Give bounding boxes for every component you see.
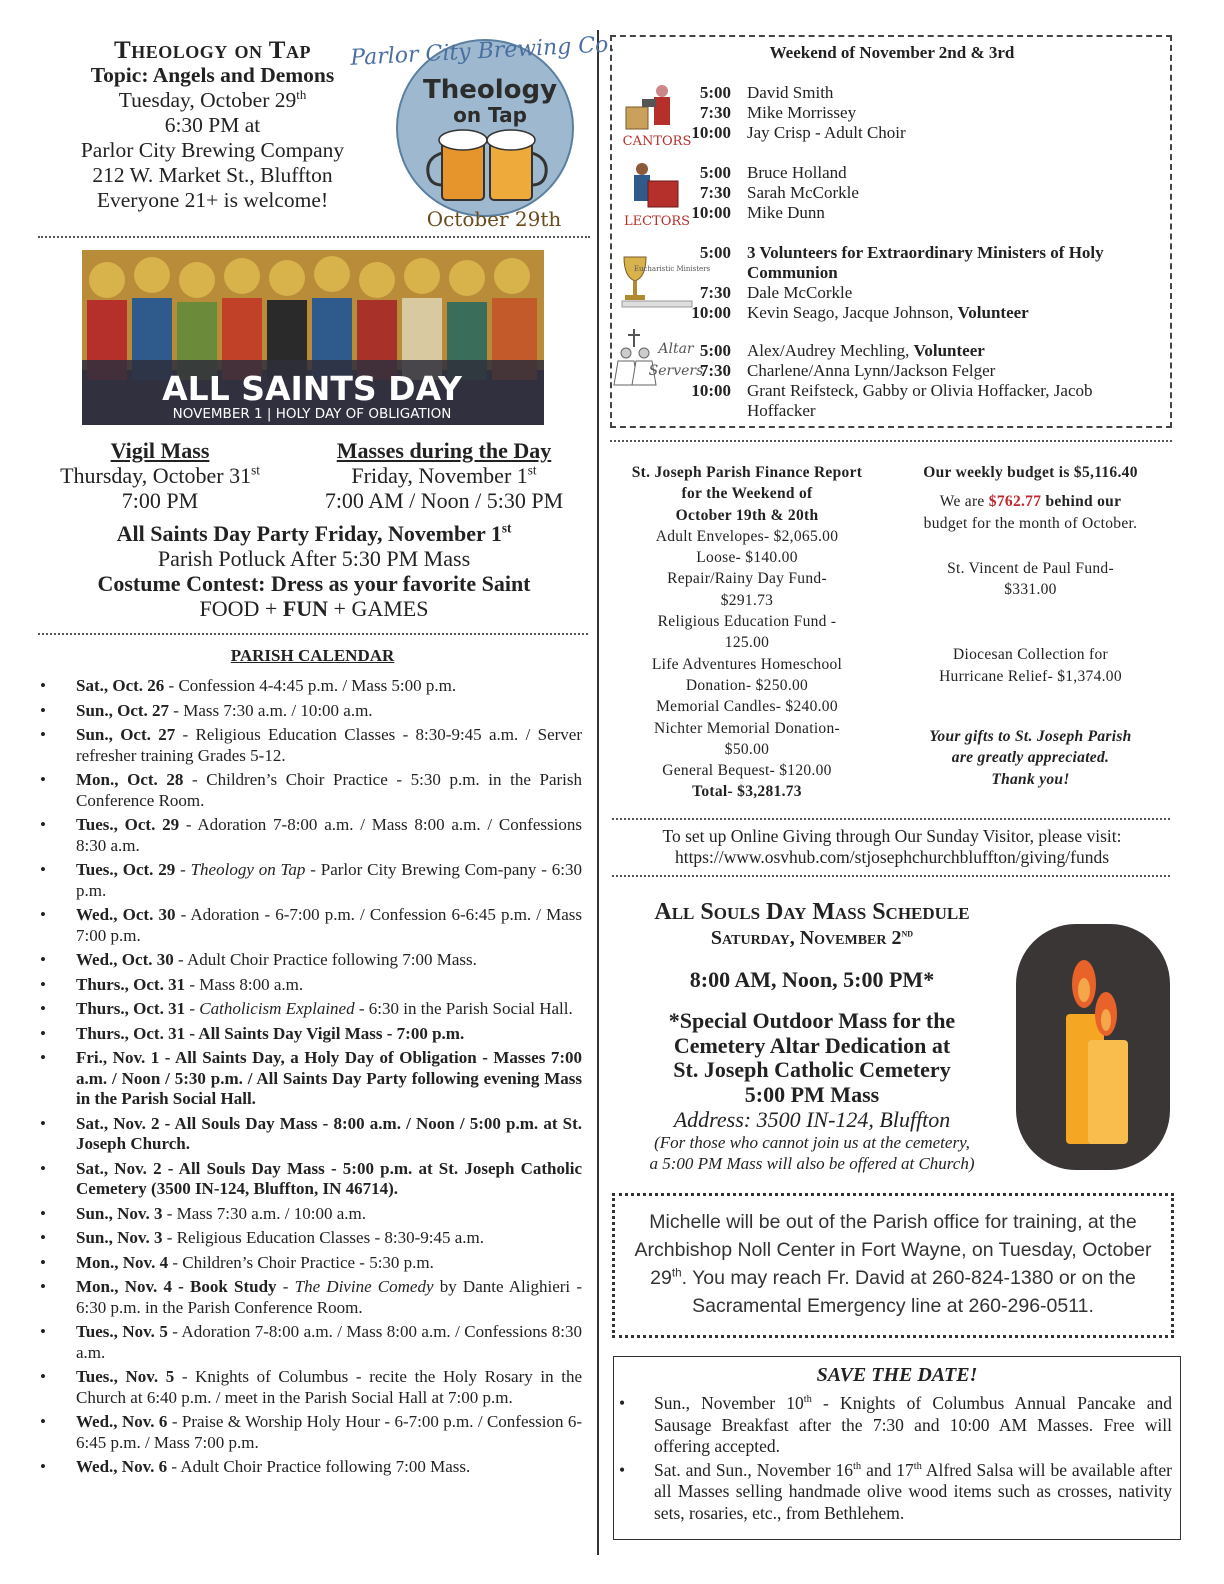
- logo-line1: Theology: [422, 75, 558, 105]
- calendar-item-text: - Adoration 7-8:00 a.m. / Mass 8:00 a.m. / Confessions 8:30 a.m.: [76, 815, 582, 855]
- finance-report: [612, 462, 882, 803]
- bullet: •: [40, 770, 46, 789]
- calendar-item-text: - Confession 4-4:45 p.m. / Mass 5:00 p.m.: [164, 676, 457, 695]
- diocesan-amount: Hurricane Relief- $1,374.00: [939, 667, 1122, 685]
- souls-title: All Souls Day Mass Schedule: [654, 899, 970, 925]
- finance-title-1: St. Joseph Parish Finance Report: [631, 464, 863, 481]
- list-item: • Sun., November 10th - Knights of Columbus Annual Pancake and Sausage Breakfast after the 7:30 and 10:00 AM Masses. Free will offering accepted.: [619, 1393, 1172, 1456]
- calendar-item: [40, 676, 582, 697]
- calendar-item-text: -: [185, 999, 200, 1018]
- bullet: •: [40, 725, 46, 744]
- parish-calendar-title: PARISH CALENDAR: [230, 646, 395, 665]
- online-giving: [612, 826, 1172, 868]
- budget-info: [893, 462, 1168, 790]
- diocesan-collection: Diocesan Collection for: [953, 646, 1108, 664]
- divider: [38, 236, 590, 238]
- servers-list: 5:00 Alex/Audrey Mechling, Volunteer 7:30 Charlene/Anna Lynn/Jackson Felger 10:00 Grant Reifsteck, Gabby or Olivia Hoffacker, Jacob Hoffacker: [691, 341, 1093, 420]
- souls-times: 8:00 AM, Noon, 5:00 PM*: [689, 967, 935, 992]
- calendar-item: [40, 860, 582, 901]
- save-the-date-list: [614, 1393, 1172, 1526]
- bullet: •: [40, 1412, 46, 1431]
- bullet: •: [40, 1158, 46, 1178]
- column-divider: [597, 30, 599, 1555]
- finance-line: $291.73: [720, 591, 774, 609]
- finance-line: Donation- $250.00: [685, 676, 809, 694]
- calendar-item-text: - Mass 8:00 a.m.: [185, 974, 304, 994]
- divider: [610, 440, 1172, 442]
- theology-address: 212 W. Market St., Bluffton: [92, 163, 333, 187]
- finance-line: Loose- $140.00: [696, 549, 798, 567]
- online-giving-url[interactable]: https://www.osvhub.com/stjosephchurchbluffton/giving/funds: [674, 847, 1110, 867]
- bullet: •: [40, 860, 46, 879]
- theology-venue: Parlor City Brewing Company: [80, 138, 345, 162]
- calendar-item-text: - Adoration 7-8:00 a.m. / Mass 8:00 a.m. / Confessions 8:30 a.m.: [76, 1322, 582, 1362]
- calendar-item-text: - Adult Choir Practice following 7:00 Mass.: [167, 1457, 471, 1476]
- party-food: FOOD + FUN + GAMES: [199, 596, 429, 621]
- calendar-item-text: - Adoration - 6-7:00 p.m. / Confession 6-6:45 p.m. / Mass 7:00 p.m.: [76, 905, 582, 945]
- calendar-item-date: Mon., Oct. 28: [76, 770, 184, 789]
- divider: [38, 633, 588, 635]
- parish-calendar-list: [40, 676, 582, 1482]
- finance-line: Religious Education Fund -: [657, 613, 837, 631]
- calendar-item-date: Tues., Oct. 29: [76, 815, 180, 834]
- bullet: •: [40, 1023, 46, 1043]
- calendar-item-date: Thurs., Oct. 31 - All Saints Day Vigil Mass - 7:00 p.m.: [76, 1023, 465, 1043]
- calendar-item-text: - 6:30 in the Parish Social Hall.: [354, 999, 573, 1018]
- calendar-item-text: - Children’s Choir Practice - 5:30 p.m.: [168, 1252, 434, 1272]
- finance-line: Life Adventures Homeschool: [651, 655, 843, 673]
- party-potluck: Parish Potluck After 5:30 PM Mass: [157, 546, 471, 571]
- calendar-item: [40, 1277, 582, 1318]
- ministers-title: Weekend of November 2nd & 3rd: [769, 43, 1015, 62]
- calendar-item-date: Sat., Nov. 2 - All Souls Day Mass - 5:00 p.m. at St. Joseph Catholic Cemetery (3500 IN-124, Bluffton, IN 46714).: [76, 1158, 582, 1198]
- calendar-item-text: -: [175, 860, 191, 879]
- budget-behind-2: budget for the month of October.: [923, 514, 1138, 532]
- bullet: •: [40, 815, 46, 834]
- calendar-item-text: - Religious Education Classes - 8:30-9:45 a.m. / Server refresher training Grades 5-12.: [76, 725, 582, 765]
- party-costume: Costume Contest: Dress as your favorite Saint: [97, 571, 531, 596]
- calendar-item-date: Sat., Oct. 26: [76, 676, 165, 695]
- banner-title: ALL SAINTS DAY: [162, 369, 462, 408]
- cantors-list: 5:00 David Smith 7:30 Mike Morrissey 10:00 Jay Crisp - Adult Choir: [691, 83, 906, 142]
- calendar-item-event: The Divine Comedy: [294, 1277, 434, 1296]
- calendar-item-text: - Mass 7:30 a.m. / 10:00 a.m.: [169, 700, 373, 720]
- logo-brand: Parlor City Brewing Co.: [349, 32, 616, 71]
- finance-line: Nichter Memorial Donation-: [654, 719, 840, 737]
- logo-date: October 29th: [426, 207, 562, 231]
- calendar-item-date: Tues., Nov. 5: [76, 1322, 168, 1341]
- calendar-item-date: Sun., Oct. 27: [76, 700, 170, 720]
- candles-icon: [1014, 922, 1172, 1172]
- thanks-line-1: Your gifts to St. Joseph Parish: [929, 728, 1132, 746]
- list-item: • Sat. and Sun., November 16th and 17th Alfred Salsa will be available after all Masses selling handmade olive wood items such as crosses, nativity sets, rosaries, etc., from Bethlehem.: [619, 1459, 1172, 1523]
- thanks-line-3: Thank you!: [991, 770, 1070, 788]
- servers-label-2: Servers: [648, 363, 704, 379]
- calendar-item-date: Wed., Nov. 6: [76, 1412, 168, 1431]
- party-title: All Saints Day Party Friday, November 1st: [116, 520, 512, 546]
- divider: [612, 875, 1170, 877]
- calendar-item-date: Sun., Nov. 3: [76, 1203, 163, 1223]
- theology-welcome: Everyone 21+ is welcome!: [96, 188, 329, 212]
- online-giving-text: To set up Online Giving through Our Sunday Visitor, please visit:: [662, 826, 1122, 846]
- calendar-item-date: Mon., Nov. 4 - Book Study: [76, 1277, 277, 1296]
- eucharistic-list: 5:00 3 Volunteers for Extraordinary Ministers of Holy Communion 7:30 Dale McCorkle 10:00 Kevin Seago, Jacque Johnson, Volunteer: [691, 243, 1104, 322]
- finance-total: Total- $3,281.73: [692, 783, 802, 801]
- thanks-line-2: are greatly appreciated.: [951, 749, 1110, 767]
- calendar-item-text: - Praise & Worship Holy Hour - 6-7:00 p.m. / Confession 6-6:45 p.m. / Mass 7:00 p.m.: [76, 1412, 582, 1452]
- calendar-item-date: Fri., Nov. 1 - All Saints Day, a Holy Day of Obligation - Masses 7:00 a.m. / Noon / 5:30 p.m. / All Saints Day Party following evening Mass in the Parish Social Hall.: [76, 1048, 582, 1108]
- calendar-item-date: Wed., Nov. 6: [76, 1457, 168, 1476]
- finance-line: Memorial Candles- $240.00: [656, 698, 838, 716]
- bullet: •: [40, 1113, 46, 1133]
- bullet: •: [40, 1228, 46, 1247]
- vigil-mass: [40, 438, 280, 513]
- bullet: •: [40, 1457, 46, 1476]
- bullet: •: [40, 1203, 46, 1223]
- calendar-item-event: Theology on Tap: [190, 860, 306, 879]
- calendar-item: [40, 1457, 582, 1478]
- calendar-item-date: Thurs., Oct. 31: [76, 999, 186, 1018]
- finance-title-2: for the Weekend of: [681, 485, 813, 503]
- budget-behind: We are $762.77 behind our: [939, 493, 1122, 511]
- bullet: •: [40, 1048, 46, 1067]
- bullet: •: [40, 999, 46, 1018]
- bullet: •: [40, 974, 46, 994]
- bullet: •: [40, 1252, 46, 1272]
- bullet: •: [40, 1277, 46, 1296]
- calendar-item-text: - Adult Choir Practice following 7:00 Mass.: [173, 950, 477, 969]
- finance-title-3: October 19th & 20th: [675, 506, 819, 524]
- calendar-item: [40, 999, 582, 1020]
- calendar-item: [40, 725, 582, 766]
- calendar-item-text: -: [276, 1277, 295, 1296]
- calendar-item-text: by Dante Alighieri - 6:30 p.m. in the Parish Conference Room.: [76, 1277, 582, 1317]
- bullet: •: [40, 905, 46, 924]
- all-saints-party: [40, 521, 588, 621]
- calendar-item: [40, 1159, 582, 1200]
- vigil-mass-date: Thursday, October 31st: [60, 462, 260, 488]
- logo-line2: on Tap: [453, 103, 527, 127]
- finance-line: $50.00: [724, 740, 770, 758]
- calendar-item-text: - Mass 7:30 a.m. / 10:00 a.m.: [162, 1203, 366, 1223]
- finance-line: Repair/Rainy Day Fund-: [667, 570, 827, 588]
- finance-line: General Bequest- $120.00: [662, 762, 832, 780]
- vigil-mass-time: 7:00 PM: [121, 488, 199, 513]
- calendar-item: [40, 770, 582, 811]
- theology-topic: Topic: Angels and Demons: [90, 63, 335, 87]
- all-souls-section: [612, 898, 1012, 1174]
- calendar-item: [40, 815, 582, 856]
- calendar-item-date: Sun., Nov. 3: [76, 1228, 163, 1247]
- calendar-item: [40, 1204, 582, 1225]
- lectors-list: 5:00 Bruce Holland 7:30 Sarah McCorkle 10:00 Mike Dunn: [691, 163, 859, 222]
- calendar-item: [40, 701, 582, 722]
- bullet: •: [40, 950, 46, 969]
- calendar-item-text: - Knights of Columbus - recite the Holy Rosary in the Church at 6:40 p.m. / meet in the Parish Social Hall at 7:00 p.m.: [76, 1367, 582, 1407]
- calendar-item: [40, 1024, 582, 1045]
- calendar-item-date: Wed., Oct. 30: [76, 950, 174, 969]
- finance-line: Adult Envelopes- $2,065.00: [655, 527, 839, 545]
- banner-subtitle: NOVEMBER 1 | HOLY DAY OF OBLIGATION: [172, 406, 452, 422]
- calendar-item-date: Thurs., Oct. 31: [76, 974, 186, 994]
- finance-line: 125.00: [724, 634, 770, 652]
- calendar-item: [40, 1412, 582, 1453]
- calendar-item: [40, 975, 582, 996]
- theology-on-tap-logo: [349, 28, 616, 233]
- calendar-item: [40, 1253, 582, 1274]
- save-the-date-title: SAVE THE DATE!: [816, 1364, 978, 1386]
- bullet: •: [40, 1322, 46, 1341]
- theology-on-tap-section: [40, 38, 385, 213]
- souls-address: Address: 3500 IN-124, Bluffton: [673, 1107, 951, 1132]
- calendar-item-date: Sun., Oct. 27: [76, 725, 176, 744]
- theology-time: 6:30 PM at: [164, 113, 261, 137]
- calendar-item-date: Tues., Oct. 29: [76, 860, 176, 879]
- theology-date: Tuesday, October 29th: [118, 87, 307, 112]
- divider: [612, 818, 1170, 820]
- day-masses-header: Masses during the Day: [336, 438, 552, 463]
- calendar-item-date: Mon., Nov. 4: [76, 1252, 169, 1272]
- souls-date: Saturday, November 2nd: [710, 925, 914, 949]
- all-saints-banner: [82, 250, 544, 425]
- cantors-label: CANTORS: [622, 134, 692, 149]
- calendar-item-text: - Religious Education Classes - 8:30-9:45 a.m.: [162, 1228, 484, 1247]
- vigil-mass-header: Vigil Mass: [110, 438, 210, 463]
- calendar-item-event: Catholicism Explained: [199, 999, 355, 1018]
- souls-special: *Special Outdoor Mass for the Cemetery Altar Dedication at St. Joseph Catholic Cemetery 5:00 PM Mass: [668, 1008, 956, 1107]
- calendar-item: [40, 1228, 582, 1249]
- calendar-item-date: Tues., Nov. 5: [76, 1367, 175, 1386]
- office-notice: Michelle will be out of the Parish office for training, at the Archbishop Noll Center in Fort Wayne, on Tuesday, October 29th. You may reach Fr. David at 260-824-1380 or on the Sacramental Emergency line at 260-296-0511.: [612, 1193, 1174, 1338]
- day-masses-times: 7:00 AM / Noon / 5:30 PM: [324, 488, 564, 513]
- svdp-fund: St. Vincent de Paul Fund-: [947, 559, 1114, 577]
- day-masses: [300, 438, 588, 513]
- bullet: •: [40, 1367, 46, 1386]
- calendar-item: [40, 1322, 582, 1363]
- ministers-schedule: [610, 35, 1172, 428]
- calendar-item-date: Wed., Oct. 30: [76, 905, 176, 924]
- calendar-item: [40, 1367, 582, 1408]
- calendar-item-date: Sat., Nov. 2 - All Souls Day Mass - 8:00 a.m. / Noon / 5:00 p.m. at St. Joseph Church.: [76, 1113, 582, 1153]
- save-the-date: [613, 1356, 1181, 1540]
- svdp-amount: $331.00: [1004, 581, 1057, 599]
- bullet: •: [40, 676, 46, 695]
- theology-title: Theology on Tap: [114, 37, 311, 64]
- bullet: •: [40, 700, 46, 720]
- lectors-label: LECTORS: [623, 214, 691, 229]
- calendar-item: [40, 905, 582, 946]
- calendar-item: [40, 1048, 582, 1110]
- eucharistic-label: Eucharistic Ministers: [633, 265, 711, 273]
- calendar-item: [40, 1114, 582, 1155]
- day-masses-date: Friday, November 1st: [351, 462, 537, 488]
- calendar-item: [40, 950, 582, 971]
- weekly-budget: Our weekly budget is $5,116.40: [923, 464, 1138, 481]
- servers-label-1: Altar: [658, 341, 694, 357]
- calendar-item-text: - Children’s Choir Practice - 5:30 p.m. in the Parish Conference Room.: [76, 770, 582, 810]
- calendar-item-text: - Parlor City Brewing Com-pany - 6:30 p.m.: [76, 860, 582, 900]
- souls-note: (For those who cannot join us at the cemetery, a 5:00 PM Mass will also be offered at Church): [649, 1133, 975, 1173]
